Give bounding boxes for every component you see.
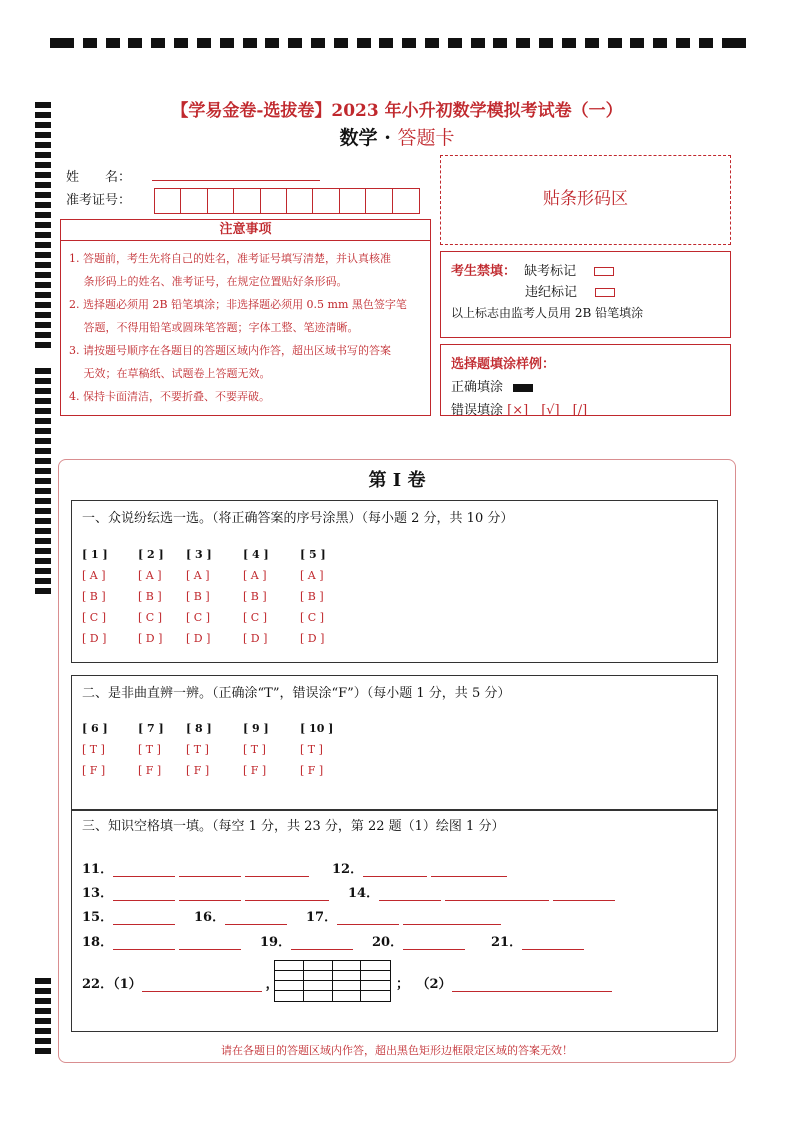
option-row-d [82,632,340,645]
option-bubble[interactable]: [ F ] [82,764,106,777]
violation-mark[interactable] [595,288,615,297]
option-bubble[interactable]: [ T ] [138,743,161,756]
option-row-b [82,590,340,603]
q11-label: 11． [82,862,114,877]
answer-blank[interactable] [431,865,507,877]
exam-id-boxes[interactable] [154,188,420,214]
answer-blank[interactable] [403,938,465,950]
fill-row-15 [82,906,179,925]
answer-blank[interactable] [179,938,241,950]
answer-blank[interactable] [179,889,241,901]
question-number: [ 8 ] [186,722,212,735]
option-row-c [82,611,340,624]
option-bubble[interactable]: [ B ] [186,590,210,603]
forbid-note: 以上标志由监考人员用 2B 铅笔填涂 [451,306,644,320]
correct-label: 正确填涂 [451,380,504,395]
q22-semicolon: ； [396,977,410,992]
violation-label: 违纪标记 [525,285,578,300]
answer-blank[interactable] [379,889,441,901]
answer-blank[interactable] [553,889,615,901]
option-bubble[interactable]: [ A ] [243,569,267,582]
option-bubble[interactable]: [ D ] [300,632,325,645]
notice-item: 答题，不得用铅笔或圆珠笔答题；字体工整、笔迹清晰。 [69,321,359,334]
question-number: [ 6 ] [82,722,108,735]
question-number: [ 10 ] [300,722,334,735]
notice-heading: 注意事项 [61,220,430,241]
option-row-a [82,569,340,582]
question-number: [ 7 ] [138,722,164,735]
answer-blank[interactable] [142,980,262,992]
option-bubble[interactable]: [ C ] [300,611,324,624]
answer-blank[interactable] [245,865,309,877]
answer-blank[interactable] [522,938,584,950]
option-bubble[interactable]: [ C ] [82,611,106,624]
q13-label: 13． [82,886,114,901]
name-label: 姓 名： [66,170,132,185]
option-bubble[interactable]: [ T ] [243,743,266,756]
option-bubble[interactable]: [ B ] [82,590,106,603]
fill-sample-box [440,344,731,416]
q14-label: 14． [348,886,380,901]
q16-label: 16． [194,910,226,925]
question-number: [ 4 ] [243,548,269,561]
option-bubble[interactable]: [ T ] [300,743,323,756]
absent-mark[interactable] [594,267,614,276]
section-2-question-row [82,722,340,735]
forbid-label: 考生禁填： [451,264,517,279]
option-row-t [82,743,340,756]
name-field[interactable] [152,180,320,181]
q18-label: 18． [82,935,114,950]
q21-label: 21． [491,935,523,950]
answer-blank[interactable] [113,938,175,950]
subtitle [0,123,794,150]
option-bubble[interactable]: [ B ] [243,590,267,603]
option-bubble[interactable]: [ F ] [300,764,324,777]
answer-blank[interactable] [337,913,399,925]
fill-row-16 [194,906,291,925]
section-2-title: 二、是非曲直辨一辨。（正确涂“T”，错误涂“F”）（每小题 1 分，共 5 分） [82,686,511,701]
option-bubble[interactable]: [ F ] [138,764,162,777]
option-bubble[interactable]: [ A ] [186,569,210,582]
option-bubble[interactable]: [ D ] [186,632,211,645]
q22-comma: ， [265,977,279,992]
correct-fill-mark [513,384,533,392]
q22-part2-label: （2） [423,977,452,992]
subject: 数学 [339,127,378,149]
answer-blank[interactable] [113,865,175,877]
notice-item: 3. 请按题号顺序在各题目的答题区域内作答，超出区域书写的答案 [69,344,391,357]
fill-row-18 [82,931,245,950]
volume-title: 第 Ⅰ 卷 [368,470,426,491]
question-number: [ 2 ] [138,548,164,561]
section-1-question-row [82,548,340,561]
option-bubble[interactable]: [ F ] [243,764,267,777]
answer-blank[interactable] [179,865,241,877]
question-number: [ 3 ] [186,548,212,561]
question-number: [ 9 ] [243,722,269,735]
dot: · [384,127,391,149]
notice-item: 条形码上的姓名、准考证号，在规定位置贴好条形码。 [69,275,348,288]
notice-item: 无效；在草稿纸、试题卷上答题无效。 [69,367,271,380]
answer-blank[interactable] [403,913,501,925]
option-row-f [82,764,340,777]
absent-label: 缺考标记 [524,264,577,279]
option-bubble[interactable]: [ C ] [138,611,162,624]
option-bubble[interactable]: [ C ] [186,611,210,624]
fill-row-11 [82,858,313,877]
option-bubble[interactable]: [ B ] [138,590,162,603]
timing-marks-top [50,38,746,50]
answer-blank[interactable] [225,913,287,925]
fill-row-12 [332,858,511,877]
card-label: 答题卡 [397,127,455,149]
wrong-label: 错误填涂 [451,403,504,418]
option-bubble[interactable]: [ T ] [82,743,105,756]
question-number: [ 5 ] [300,548,326,561]
examinee-forbidden-box [440,251,731,338]
q17-label: 17． [306,910,338,925]
page-title: 【学易金卷-选拔卷】2023 年小升初数学模拟考试卷（一） [171,101,623,121]
fill-row-21 [491,931,588,950]
option-bubble[interactable]: [ A ] [82,569,106,582]
q15-label: 15． [82,910,114,925]
wrong-marks: [×] [√] [/] [507,403,588,418]
footer-note: 请在各题目的答题区域内作答，超出黑色矩形边框限定区域的答案无效！ [221,1044,573,1057]
notice-item: 2. 选择题必须用 2B 铅笔填涂；非选择题必须用 0.5 mm 黑色签字笔 [69,298,407,311]
section-1-title: 一、众说纷纭选一选。（将正确答案的序号涂黑）（每小题 2 分，共 10 分） [82,511,514,526]
answer-blank[interactable] [363,865,427,877]
notice-item: 4. 保持卡面清洁，不要折叠、不要弄破。 [69,390,270,403]
answer-blank[interactable] [113,913,175,925]
fill-row-14 [348,882,619,901]
fill-row-19 [260,931,357,950]
answer-blank[interactable] [291,938,353,950]
option-bubble[interactable]: [ T ] [186,743,209,756]
q22-drawing-grid[interactable] [274,960,391,1002]
option-bubble[interactable]: [ D ] [82,632,107,645]
fill-row-13 [82,882,333,901]
fill-row-17 [306,906,505,925]
q19-label: 19． [260,935,292,950]
answer-blank[interactable] [245,889,329,901]
option-bubble[interactable]: [ A ] [138,569,162,582]
option-bubble[interactable]: [ B ] [300,590,324,603]
barcode-area[interactable]: 贴条形码区 [440,155,731,245]
fill-row-22-part2 [396,973,616,992]
answer-blank[interactable] [452,980,612,992]
sample-label: 选择题填涂样例： [451,357,556,372]
answer-blank[interactable] [113,889,175,901]
q12-label: 12． [332,862,364,877]
notice-box [60,219,431,416]
answer-blank[interactable] [445,889,549,901]
question-number: [ 1 ] [82,548,108,561]
fill-row-20 [372,931,469,950]
option-bubble[interactable]: [ C ] [243,611,267,624]
option-bubble[interactable]: [ A ] [300,569,324,582]
option-bubble[interactable]: [ F ] [186,764,210,777]
q20-label: 20． [372,935,404,950]
id-label: 准考证号： [66,193,132,208]
fill-row-22 [82,973,279,992]
option-bubble[interactable]: [ D ] [243,632,268,645]
section-3-title: 三、知识空格填一填。（每空 1 分，共 23 分，第 22 题（1）绘图 1 分） [82,819,505,834]
notice-item: 1. 答题前，考生先将自己的姓名，准考证号填写清楚，并认真核准 [69,252,391,265]
q22-label: 22．（1） [82,977,142,992]
option-bubble[interactable]: [ D ] [138,632,163,645]
